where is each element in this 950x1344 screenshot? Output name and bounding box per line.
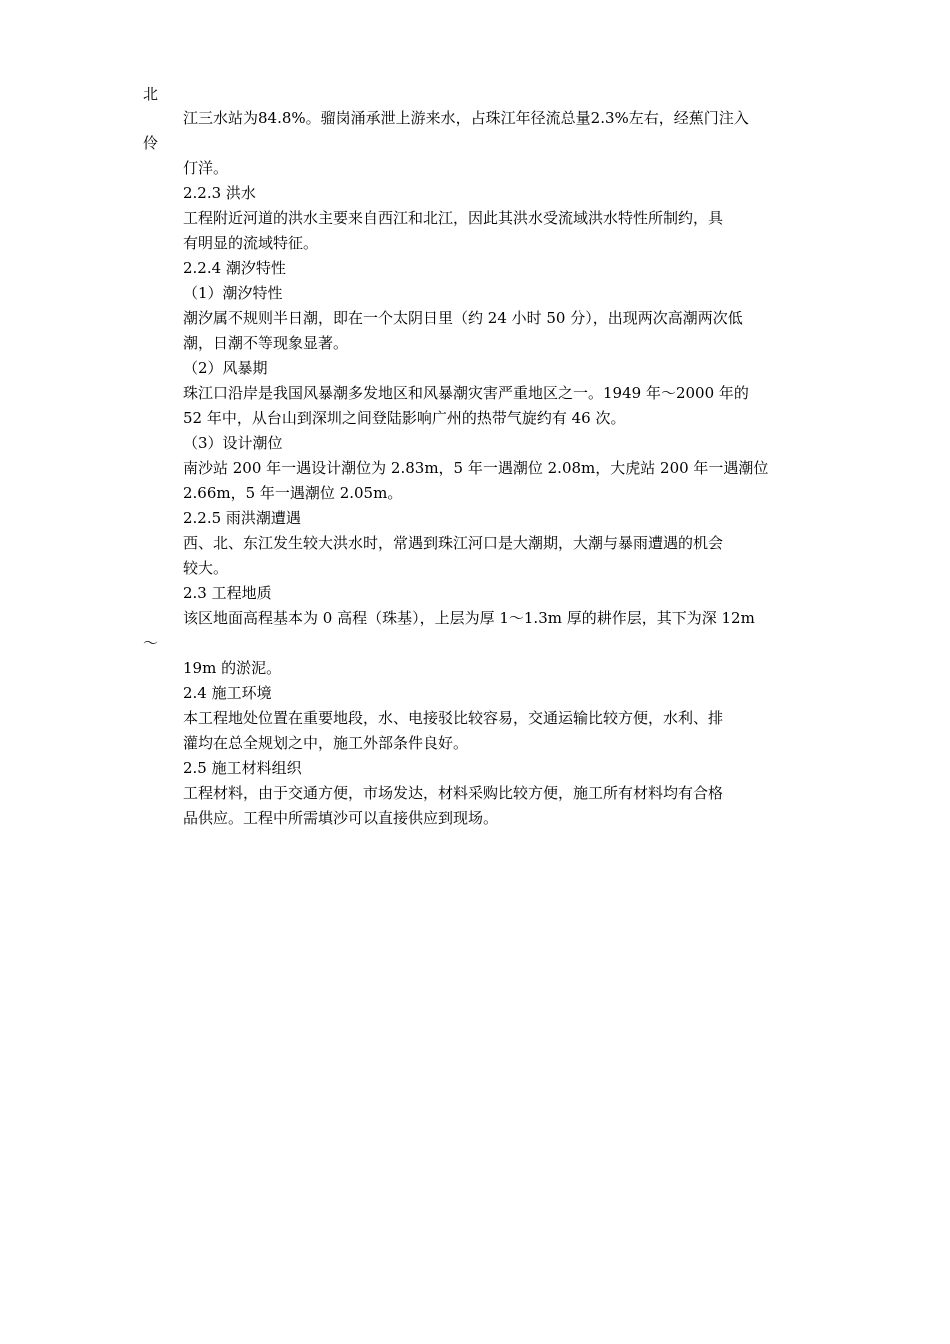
text-line: ～ bbox=[143, 634, 159, 652]
text-line: 工程材料，由于交通方便，市场发达，材料采购比较方便，施工所有材料均有合格 bbox=[183, 784, 724, 802]
text-line: 江三水站为84.8%。骝岗涌承泄上游来水，占珠江年径流总量2.3%左右，经蕉门注入 bbox=[183, 109, 749, 127]
text-line: 珠江口沿岸是我国风暴潮多发地区和风暴潮灾害严重地区之一。1949 年～2000 年的 bbox=[183, 384, 749, 402]
text-line: 有明显的流域特征。 bbox=[183, 234, 319, 252]
text-line: 潮汐属不规则半日潮，即在一个太阴日里（约 24 小时 50 分），出现两次高潮两次低 bbox=[183, 309, 743, 327]
text-line: 西、北、东江发生较大洪水时，常遇到珠江河口是大潮期，大潮与暴雨遭遇的机会 bbox=[183, 534, 724, 552]
text-line: 伶 bbox=[143, 134, 159, 152]
text-line: 52 年中，从台山到深圳之间登陆影响广州的热带气旋约有 46 次。 bbox=[183, 409, 626, 427]
text-line: 该区地面高程基本为 0 高程（珠基），上层为厚 1～1.3m 厚的耕作层，其下为深 12m bbox=[183, 609, 755, 627]
section-heading: 2.3 工程地质 bbox=[183, 584, 272, 602]
text-line: 灌均在总全规划之中，施工外部条件良好。 bbox=[183, 734, 469, 752]
section-heading: 2.4 施工环境 bbox=[183, 684, 272, 702]
text-line: 2.66m，5 年一遇潮位 2.05m。 bbox=[183, 484, 403, 502]
text-line: 潮，日潮不等现象显著。 bbox=[183, 334, 349, 352]
text-line: 较大。 bbox=[183, 559, 229, 577]
text-line: 北 bbox=[143, 85, 159, 103]
text-line: 工程附近河道的洪水主要来自西江和北江，因此其洪水受流域洪水特性所制约，具 bbox=[183, 209, 724, 227]
subsection-heading: （3）设计潮位 bbox=[183, 434, 283, 452]
section-heading: 2.2.4 潮汐特性 bbox=[183, 259, 286, 277]
text-line: 品供应。工程中所需填沙可以直接供应到现场。 bbox=[183, 809, 499, 827]
section-heading: 2.2.5 雨洪潮遭遇 bbox=[183, 509, 301, 527]
text-line: 仃洋。 bbox=[183, 159, 229, 177]
subsection-heading: （1）潮汐特性 bbox=[183, 284, 283, 302]
section-heading: 2.5 施工材料组织 bbox=[183, 759, 302, 777]
subsection-heading: （2）风暴期 bbox=[183, 359, 268, 377]
section-heading: 2.2.3 洪水 bbox=[183, 184, 256, 202]
text-line: 本工程地处位置在重要地段，水、电接驳比较容易，交通运输比较方便，水利、排 bbox=[183, 709, 724, 727]
text-line: 19m 的淤泥。 bbox=[183, 659, 282, 677]
text-line: 南沙站 200 年一遇设计潮位为 2.83m，5 年一遇潮位 2.08m，大虎站 200 年一遇潮位 bbox=[183, 459, 769, 477]
